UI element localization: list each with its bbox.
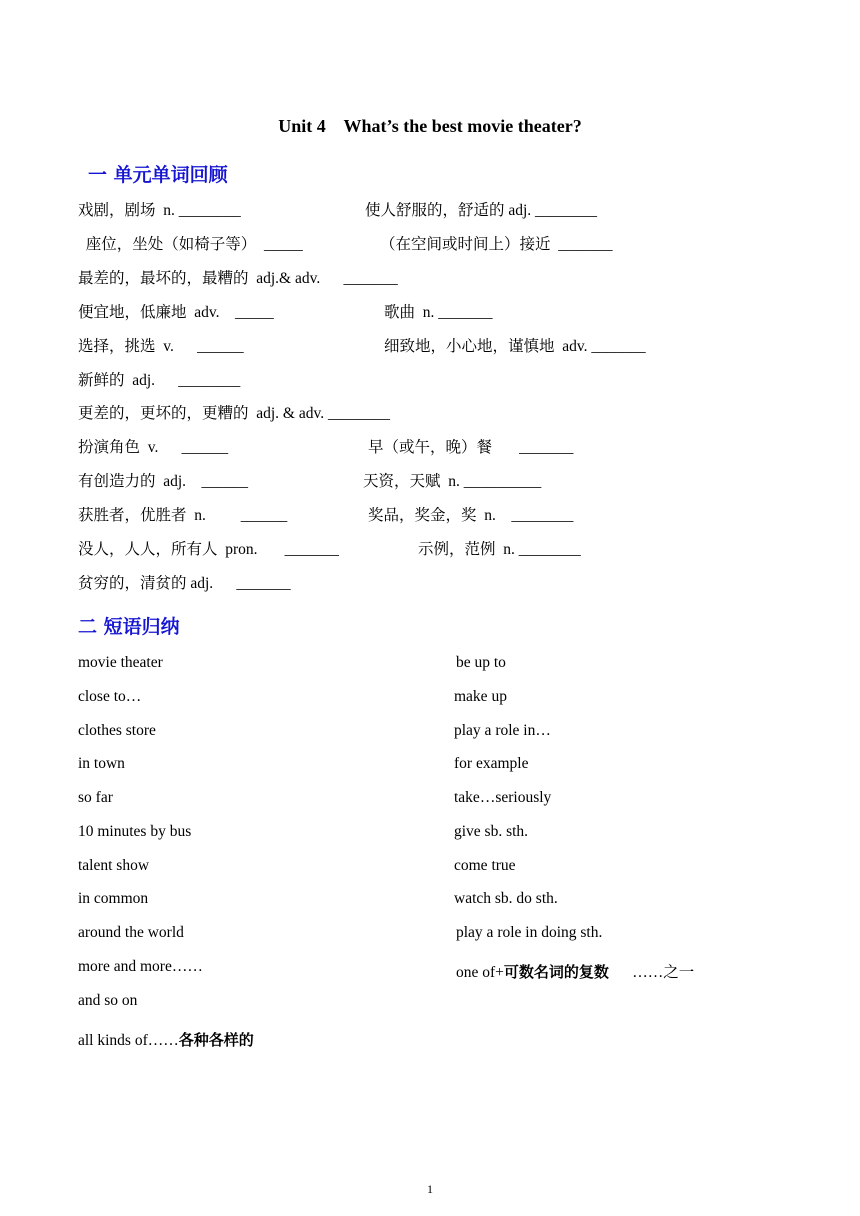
- phrase-item: in town: [78, 755, 125, 772]
- vocab-row-left: 扮演角色 v. ______: [78, 439, 229, 456]
- vocab-row-left: 贫穷的，清贫的 adj. _______: [78, 575, 291, 592]
- phrase-item: make up: [454, 688, 507, 705]
- phrase-item: 10 minutes by bus: [78, 823, 192, 840]
- phrase-item-one-of: [456, 962, 694, 983]
- phrase-item: around the world: [78, 924, 184, 941]
- section-heading-vocabulary: 一 单元单词回顾: [88, 164, 228, 186]
- vocab-row-right: 天资，天赋 n. __________: [363, 473, 542, 490]
- phrase-item: in common: [78, 890, 149, 907]
- phrase-item: give sb. sth.: [454, 823, 529, 840]
- phrase-item: so far: [78, 789, 113, 806]
- vocab-row-left: 选择，挑选 v. ______: [78, 338, 244, 355]
- phrase-prefix: all kinds of……: [78, 1032, 179, 1049]
- vocab-row-left: 最差的，最坏的，最糟的 adj.& adv. _______: [78, 270, 398, 287]
- vocab-row-left: 更差的，更坏的，更糟的 adj. & adv. ________: [78, 405, 390, 422]
- vocab-row-left: 新鲜的 adj. ________: [78, 372, 241, 389]
- phrase-item: movie theater: [78, 654, 163, 671]
- phrase-item: for example: [454, 755, 529, 772]
- vocab-row-left: 座位，坐处（如椅子等） _____: [78, 236, 303, 253]
- phrase-item: clothes store: [78, 722, 156, 739]
- section-heading-phrases: 二 短语归纳: [78, 616, 180, 638]
- vocab-row-right: 歌曲 n. _______: [384, 304, 493, 321]
- phrase-item: play a role in doing sth.: [456, 924, 603, 941]
- phrase-prefix: one of+: [456, 964, 504, 981]
- page-number: 1: [427, 1182, 433, 1196]
- vocab-row-right: 示例，范例 n. ________: [418, 541, 581, 558]
- phrase-item: more and more……: [78, 958, 203, 975]
- phrase-item: and so on: [78, 992, 138, 1009]
- phrase-item: talent show: [78, 857, 150, 874]
- phrase-item-all-kinds: [78, 1030, 254, 1051]
- phrase-item: be up to: [456, 654, 506, 671]
- vocab-row-left: 便宜地，低廉地 adv. _____: [78, 304, 274, 321]
- vocab-row-right: 使人舒服的，舒适的 adj. ________: [365, 202, 598, 219]
- phrase-item: play a role in…: [454, 722, 551, 739]
- page-title: Unit 4 What’s the best movie theater?: [278, 116, 582, 136]
- phrase-bold: 可数名词的复数: [503, 963, 609, 981]
- vocab-row-right: 早（或午，晚）餐 _______: [368, 439, 574, 456]
- vocab-row-left: 没人，人人，所有人 pron. _______: [78, 541, 339, 558]
- phrase-item: close to…: [78, 688, 142, 705]
- vocab-row-left: 有创造力的 adj. ______: [78, 473, 249, 490]
- vocab-row-right: （在空间或时间上）接近 _______: [380, 236, 613, 253]
- phrase-item: come true: [454, 857, 516, 874]
- vocab-row-right: 奖品，奖金，奖 n. ________: [368, 507, 574, 524]
- phrase-item: watch sb. do sth.: [454, 890, 558, 907]
- vocab-row-left: 获胜者，优胜者 n. ______: [78, 507, 288, 524]
- phrase-bold: 各种各样的: [178, 1031, 254, 1049]
- vocab-row-left: 戏剧，剧场 n. ________: [78, 202, 241, 219]
- phrase-suffix: ……之一: [608, 964, 695, 981]
- vocab-row-right: 细致地，小心地，谨慎地 adv. _______: [384, 338, 646, 355]
- phrase-item: take…seriously: [454, 789, 552, 806]
